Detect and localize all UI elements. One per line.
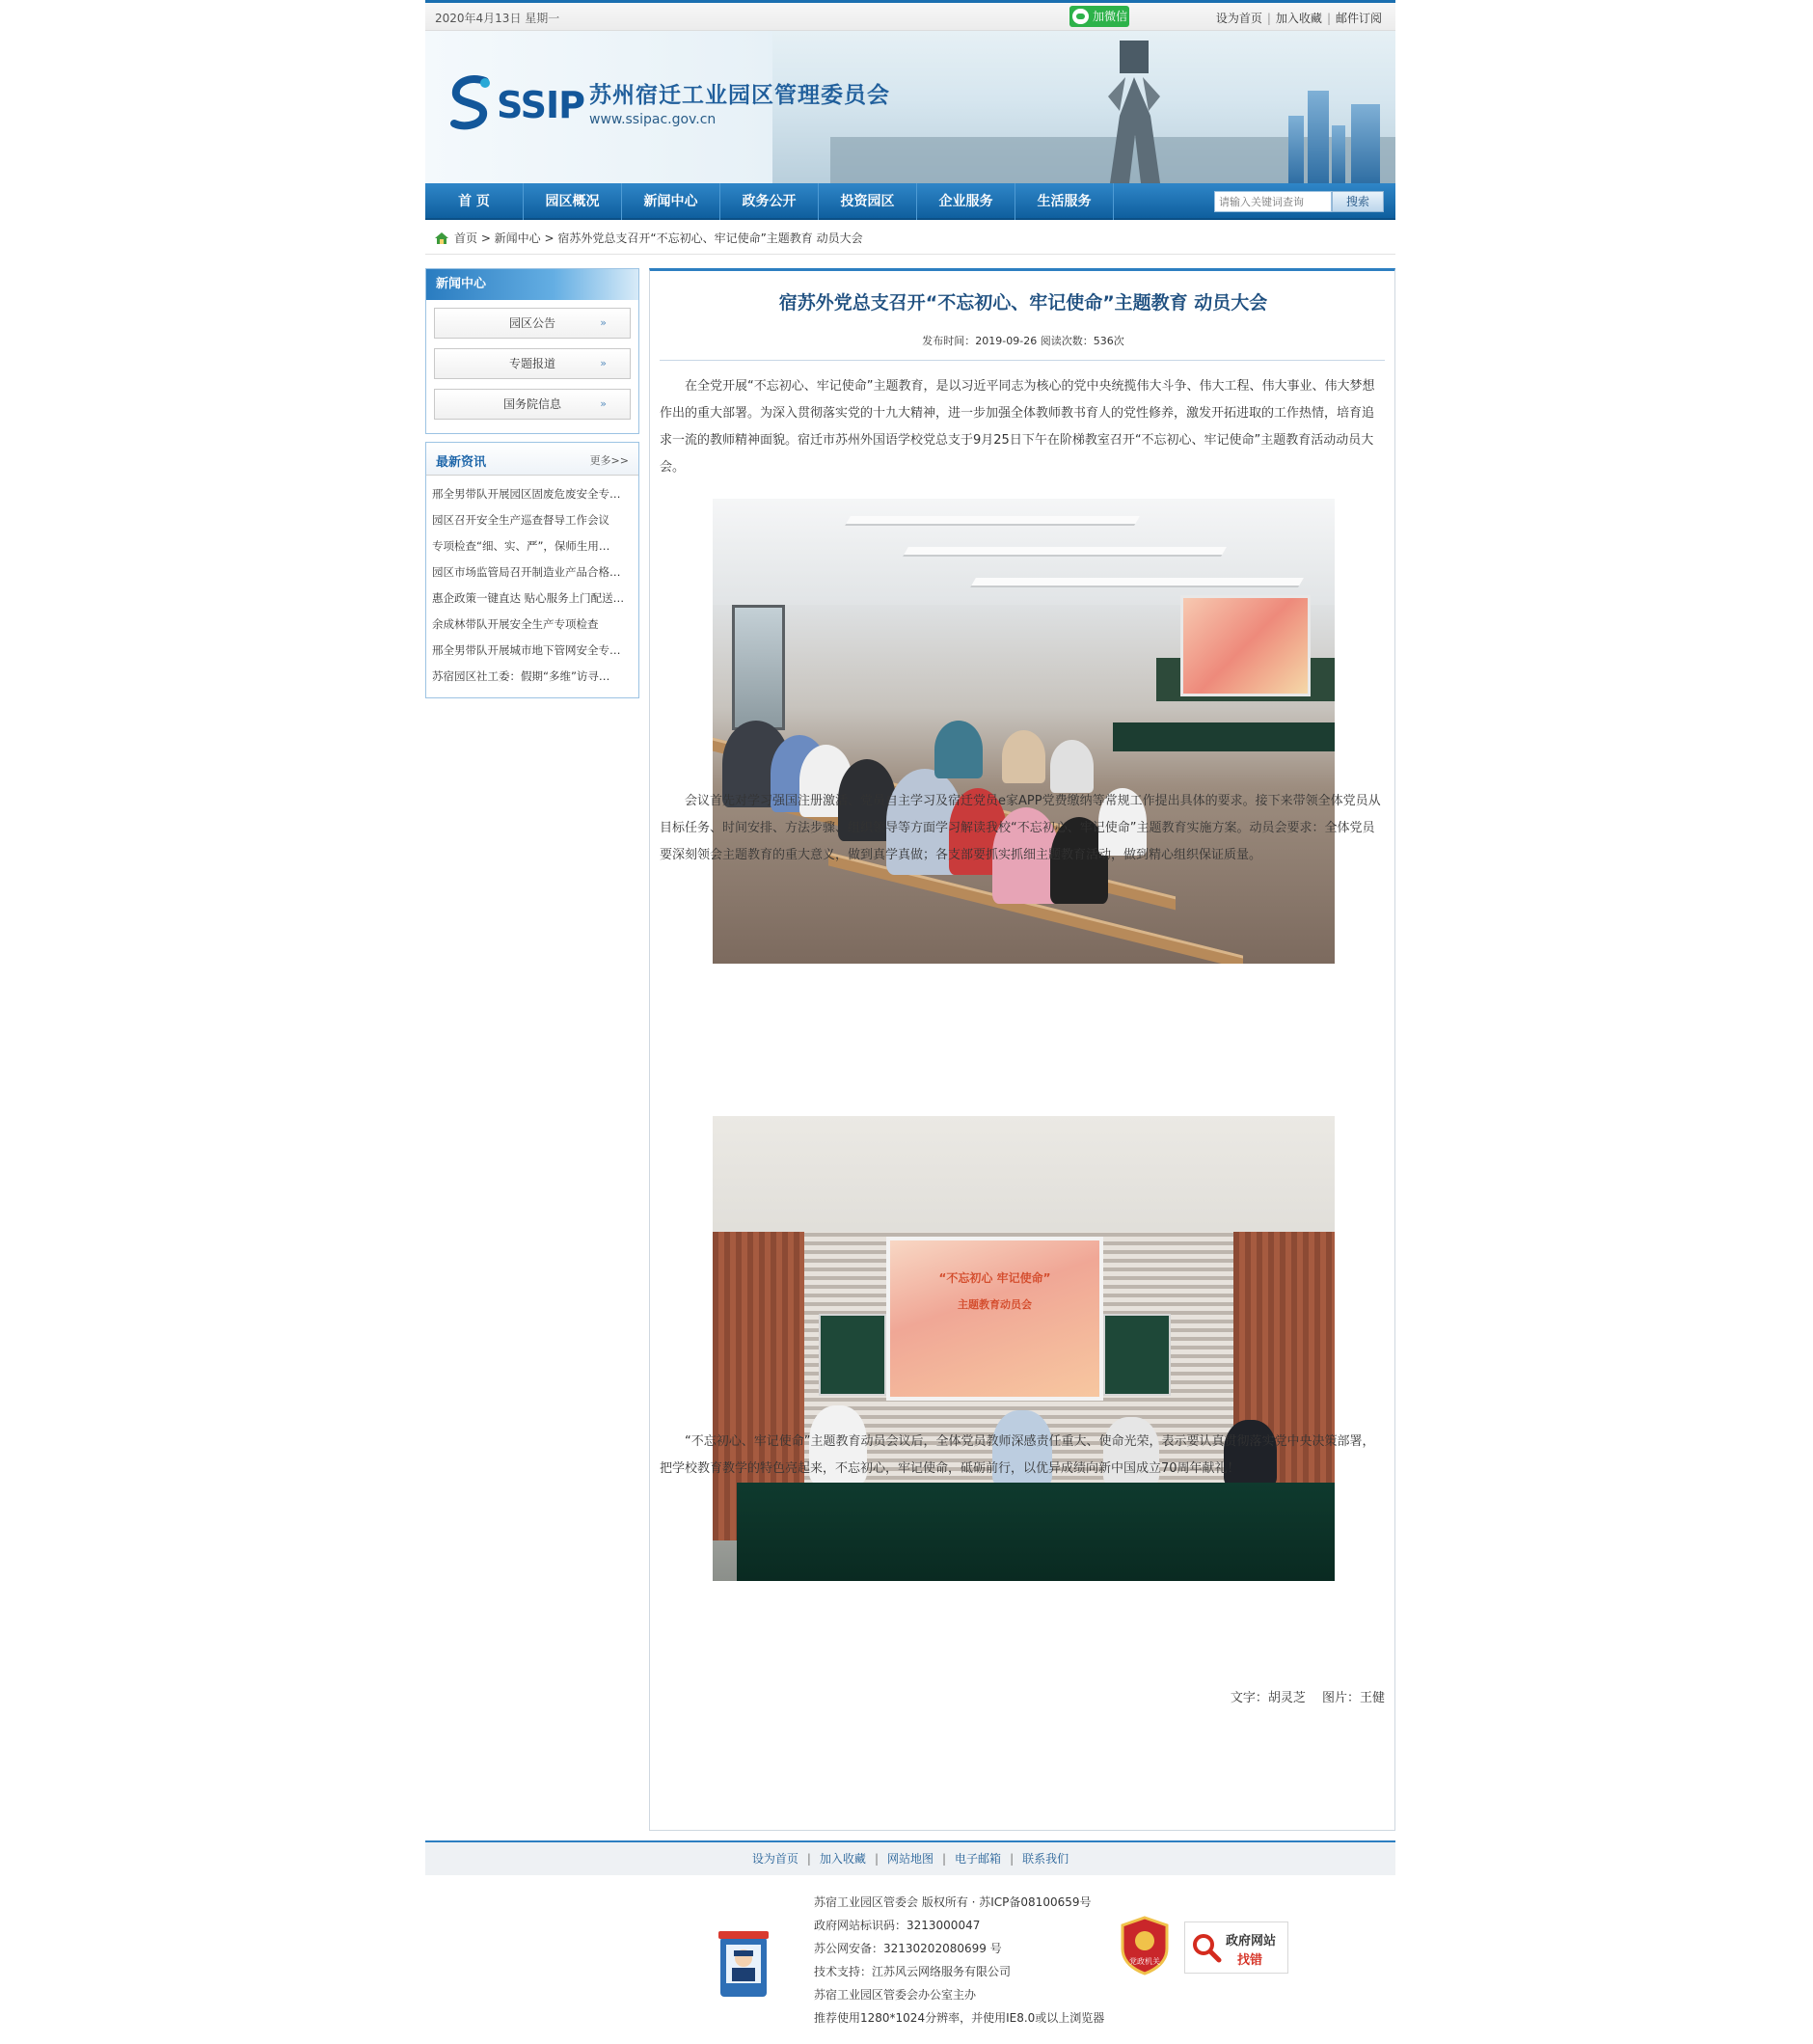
news-item[interactable]: 苏宿园区社工委：假期“多维”访寻… <box>432 669 610 683</box>
banner-building <box>1332 125 1345 183</box>
projection-screen <box>886 1237 1103 1401</box>
breadcrumb-text[interactable]: 首页 > 新闻中心 > 宿苏外党总支召开“不忘初心、牢记使命”主题教育 动员大会 <box>454 232 863 245</box>
latest-news-title: 最新资讯 <box>436 455 487 470</box>
footer-browser-note: 推荐使用1280*1024分辨率，并使用IE8.0或以上浏览器 <box>814 2011 1105 2025</box>
news-item[interactable]: 邢全男带队开展园区固废危废安全专… <box>432 487 621 501</box>
footer-contact[interactable]: 联系我们 <box>1022 1852 1069 1866</box>
magnifier-icon <box>1191 1932 1222 1963</box>
site-url: www.ssipac.gov.cn <box>589 112 717 127</box>
footer-organizer: 苏宿工业园区管委会办公室主办 <box>814 1988 977 2002</box>
site-name: 苏州宿迁工业园区管理委员会 <box>589 83 890 108</box>
search-button[interactable]: 搜索 <box>1332 191 1384 212</box>
sidebar-item-label: 专题报道 <box>508 357 555 370</box>
footer-set-homepage[interactable]: 设为首页 <box>751 1852 798 1866</box>
screen-subtitle: 主题教育动员会 <box>958 1298 1032 1311</box>
article-paragraph: 在全党开展“不忘初心、牢记使命”主题教育，是以习近平同志为核心的党中央统揽伟大斗争、伟大工程、伟大事业、伟大梦想作出的重大部署。为深入贯彻落实党的十九大精神，进一步加强全体教师教书育人的党性修养，激发开拓进取的工作热情，培育追求一流的教师精神面貌。宿迁市苏州外国语学校党总支于9月25日下午在阶梯教室召开“不忘初心、牢记使命”主题教育活动动员大会。 <box>660 379 1375 475</box>
divider <box>660 360 1385 361</box>
footer-add-favorite[interactable]: 加入收藏 <box>819 1852 866 1866</box>
news-item[interactable]: 邢全男带队开展城市地下管网安全专… <box>432 643 621 657</box>
gov-website-error-report[interactable] <box>1184 1921 1288 1974</box>
main-nav <box>425 183 1395 220</box>
nav-park-overview[interactable]: 园区概况 <box>524 183 622 220</box>
banner-building <box>1351 104 1380 183</box>
news-item[interactable]: 专项检查“细、实、严”，保师生用… <box>432 539 610 553</box>
latest-news-box <box>425 442 639 698</box>
nav-home[interactable]: 首 页 <box>425 183 524 220</box>
article-credit: 文字：胡灵芝 图片：王健 <box>1230 1691 1385 1705</box>
footer-copyright: 苏宿工业园区管委会 版权所有 · 苏ICP备08100659号 <box>814 1895 1092 1909</box>
news-item[interactable]: 园区召开安全生产巡查督导工作会议 <box>432 513 609 527</box>
logo-text: SSIP <box>497 84 585 126</box>
email-subscribe-link[interactable]: 邮件订阅 <box>1335 12 1382 25</box>
footer-police-record: 苏公网安备：32130202080699 号 <box>814 1942 1002 1955</box>
sidebar-item-special-report[interactable] <box>434 348 631 379</box>
news-center-box <box>425 268 639 434</box>
header-banner <box>425 31 1395 183</box>
sidebar <box>425 268 639 706</box>
news-item[interactable]: 惠企政策一键直达 贴心服务上门配送… <box>432 591 625 605</box>
footer-site-code: 政府网站标识码：3213000047 <box>814 1919 981 1932</box>
top-bar <box>425 0 1395 31</box>
article <box>649 268 1395 1831</box>
nav-news-center[interactable]: 新闻中心 <box>622 183 720 220</box>
party-badge-text: 党政机关 <box>1129 1957 1160 1966</box>
gov-error-sublabel: 找错 <box>1237 1953 1263 1968</box>
gov-error-label: 政府网站 <box>1226 1934 1277 1949</box>
projection-screen <box>1180 595 1311 696</box>
banner-building <box>1288 116 1304 183</box>
footer-sitemap[interactable]: 网站地图 <box>886 1852 934 1866</box>
banner-building <box>1308 91 1329 183</box>
police-badge-icon[interactable] <box>715 1927 772 2001</box>
sidebar-item-park-notice[interactable] <box>434 308 631 339</box>
sidebar-item-state-council-info[interactable] <box>434 389 631 420</box>
search-input[interactable] <box>1214 191 1332 212</box>
nav-government-affairs[interactable]: 政务公开 <box>720 183 819 220</box>
sidebar-title: 新闻中心 <box>426 269 638 300</box>
nav-enterprise-service[interactable]: 企业服务 <box>917 183 1015 220</box>
nav-life-service[interactable]: 生活服务 <box>1015 183 1114 220</box>
chevron-right-icon: » <box>600 316 607 329</box>
page-wrapper <box>425 0 1395 2044</box>
current-date: 2020年4月13日 星期一 <box>435 12 560 25</box>
article-meta: 发布时间：2019-09-26 阅读次数：536次 <box>922 335 1124 347</box>
breadcrumb <box>425 222 1395 255</box>
wechat-icon <box>1072 9 1089 24</box>
more-link[interactable]: 更多>> <box>589 454 629 467</box>
article-photo-1 <box>713 499 1335 964</box>
footer-email[interactable]: 电子邮箱 <box>955 1852 1002 1866</box>
banner-statue <box>1091 39 1177 183</box>
chevron-right-icon: » <box>600 357 607 369</box>
article-photo-2 <box>713 1116 1335 1581</box>
news-item[interactable]: 园区市场监管局召开制造业产品合格… <box>432 565 621 579</box>
add-favorite-link[interactable]: 加入收藏 <box>1275 12 1322 25</box>
article-title: 宿苏外党总支召开“不忘初心、牢记使命”主题教育 动员大会 <box>778 292 1268 313</box>
wechat-label: 加微信 <box>1093 10 1128 23</box>
screen-title: “不忘初心 牢记使命” <box>938 1271 1051 1285</box>
home-icon <box>435 232 448 244</box>
ssip-logo-icon <box>448 73 493 131</box>
footer-tech-support: 技术支持：江苏风云网络服务有限公司 <box>814 1965 1012 1978</box>
wechat-button[interactable] <box>1069 6 1129 27</box>
top-links: 设为首页 | 加入收藏 | 邮件订阅 <box>1215 12 1382 25</box>
chevron-right-icon: » <box>600 397 607 410</box>
set-homepage-link[interactable]: 设为首页 <box>1215 12 1262 25</box>
sidebar-item-label: 园区公告 <box>508 316 555 330</box>
article-paragraph: 会议首先对学习强国注册激活、党员自主学习及宿迁党员e家APP党费缴纳等常规工作提出具体的要求。接下来带领全体党员从目标任务、时间安排、方法步骤、组织领导等方面学习解读我校“不忘初心、牢记使命”主题教育实施方案。动员会要求：全体党员要深刻领会主题教育的重大意义，做到真学真做；各支部要抓实抓细主题教育活动，做到精心组织保证质量。 <box>660 794 1381 862</box>
news-item[interactable]: 余成林带队开展安全生产专项检查 <box>432 617 599 631</box>
footer-info <box>814 1891 1104 2030</box>
sidebar-item-label: 国务院信息 <box>502 397 561 411</box>
party-government-badge-icon[interactable] <box>1119 1916 1171 1976</box>
footer-links: 设为首页 | 加入收藏 | 网站地图 | 电子邮箱 | 联系我们 <box>425 1840 1395 1875</box>
nav-invest[interactable]: 投资园区 <box>819 183 917 220</box>
article-paragraph: “不忘初心、牢记使命”主题教育动员会议后，全体党员教师深感责任重大、使命光荣，表示要认真贯彻落实党中央决策部署，把学校教育教学的特色亮起来，不忘初心，牢记使命，砥砺前行，以优异成绩向新中国成立70周年献礼！ <box>660 1434 1375 1476</box>
